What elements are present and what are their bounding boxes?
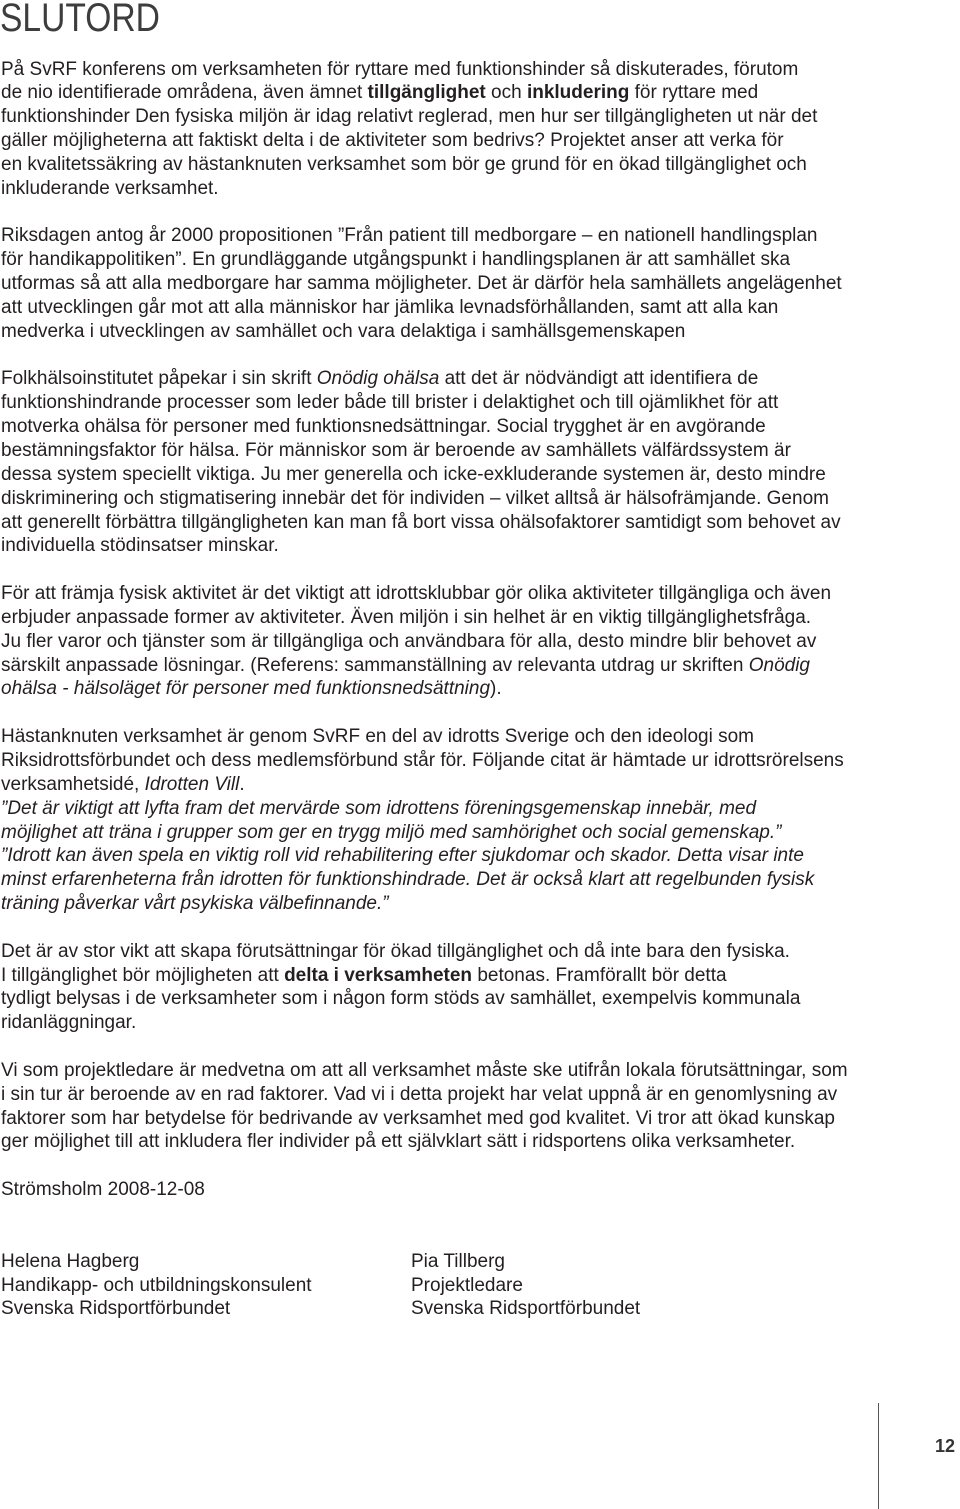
text-line: i sin tur är beroende av en rad faktorer. Vad vi i detta projekt har velat uppnå är en genomlysning av bbox=[1, 1083, 838, 1105]
text-line: För att främja fysisk aktivitet är det viktigt att idrottsklubbar gör olika aktiviteter tillgängliga och även bbox=[1, 583, 832, 605]
text-segment: verksamhetsidé, bbox=[1, 773, 145, 795]
text-line: Det är av stor vikt att skapa förutsättningar för ökad tillgänglighet och då inte bara den fysiska. bbox=[1, 940, 790, 962]
text-line: funktionshindrande processer som leder både till brister i delaktighet och till ojämlikhet för att bbox=[1, 392, 779, 414]
text-line: bestämningsfaktor för hälsa. För människor som är beroende av samhällets välfärdssystem är bbox=[1, 440, 791, 461]
signatory-role: Handikapp- och utbildningskonsulent bbox=[1, 1274, 312, 1296]
text-line: att generellt förbättra tillgängligheten kan man få bort vissa ohälsofaktorer samtidigt som behovet av bbox=[1, 511, 841, 533]
text-line bbox=[1, 773, 941, 797]
text-line bbox=[1, 677, 941, 701]
text-segment: och bbox=[485, 82, 527, 104]
bold-term: inkludering bbox=[526, 82, 630, 104]
italic-title: Onödig ohälsa bbox=[316, 368, 440, 390]
text-line: för handikappolitiken”. En grundläggande utgångspunkt i handlingsplanen är att samhället ska bbox=[1, 249, 791, 271]
place-date: Strömsholm 2008-12-08 bbox=[1, 1179, 205, 1201]
text-line bbox=[1, 367, 941, 391]
text-line bbox=[1, 964, 941, 988]
sport-movement-paragraph bbox=[1, 725, 941, 916]
signatory-right bbox=[411, 1250, 821, 1322]
signatory-left bbox=[1, 1250, 411, 1322]
quote-line: minst erfarenheterna från idrotten för funktionshindrade. Det är också klart att regelbunden fysisk bbox=[1, 869, 815, 891]
bold-term: delta i verksamheten bbox=[284, 964, 473, 986]
text-line: diskriminering och stigmatisering innebär det för individen – vilket alltså är hälsofrämjande. Genom bbox=[1, 487, 829, 509]
text-line: dessa system speciellt viktiga. Ju mer generella och icke-exkluderande systemen är, desto mindre bbox=[1, 463, 826, 485]
text-line: faktorer som har betydelse för bedrivande av verksamhet med god kvalitet. Vi tror att ökad kunskap bbox=[1, 1107, 835, 1129]
text-line: Riksidrottsförbundet och dess medlemsförbund står för. Följande citat är hämtade ur idrottsrörelsens bbox=[1, 749, 844, 771]
italic-title: Idrotten Vill bbox=[144, 773, 240, 795]
text-segment: särskilt anpassade lösningar. (Referens: sammanställning av relevanta utdrag ur skriften bbox=[1, 654, 749, 676]
quote-line: träning påverkar vårt psykiska välbefinnande.” bbox=[1, 893, 389, 915]
italic-title: ohälsa - hälsoläget för personer med funktionsnedsättning bbox=[1, 678, 491, 700]
margin-rule bbox=[878, 1403, 879, 1509]
text-segment: ). bbox=[490, 678, 502, 700]
text-line: ridanläggningar. bbox=[1, 1012, 137, 1034]
signatory-role: Projektledare bbox=[411, 1274, 523, 1296]
text-line: gäller möjligheterna att faktiskt delta i de aktiviteter som bedrivs? Projektet anser att verka för bbox=[1, 130, 784, 152]
text-line: funktionshinder Den fysiska miljön är idag relativt reglerad, men hur ser tillgängligheten ut när det bbox=[1, 106, 818, 128]
text-line: medverka i utvecklingen av samhället och vara delaktiga i samhällsgemenskapen bbox=[1, 320, 686, 342]
text-segment: betonas. Framförallt bör detta bbox=[472, 964, 727, 986]
quote-line: möjlighet att träna i grupper som ger en trygg miljö med samhörighet och social gemenskap.” bbox=[1, 821, 782, 843]
text-line: att utvecklingen går mot att alla människor har jämlika levnadsförhållanden, samt att alla kan bbox=[1, 296, 779, 318]
text-line: inkluderande verksamhet. bbox=[1, 177, 219, 199]
italic-title: Onödig bbox=[748, 654, 810, 676]
page-title: SLUTORD bbox=[0, 0, 160, 40]
text-segment: Folkhälsoinstitutet påpekar i sin skrift bbox=[1, 368, 317, 390]
intro-paragraph bbox=[1, 58, 941, 201]
text-segment: att det är nödvändigt att identifiera de bbox=[439, 368, 759, 390]
page-number: 12 bbox=[935, 1436, 956, 1456]
text-line: erbjuder anpassade former av aktiviteter. Även miljön i sin helhet är en viktig tillgänglighetsfråga. bbox=[1, 606, 812, 628]
text-segment: för ryttare med bbox=[629, 82, 759, 104]
text-line bbox=[1, 654, 941, 678]
signatory-organization: Svenska Ridsportförbundet bbox=[1, 1298, 231, 1320]
text-line bbox=[1, 81, 941, 105]
signatory-name: Helena Hagberg bbox=[1, 1250, 140, 1272]
text-line: ger möjlighet till att inkludera fler individer på ett självklart sätt i ridsportens olika verksamheter. bbox=[1, 1131, 796, 1153]
body-text bbox=[1, 58, 941, 1322]
text-line: Ju fler varor och tjänster som är tillgängliga och användbara för alla, desto mindre blir behovet av bbox=[1, 630, 817, 652]
bold-term: tillgänglighet bbox=[367, 82, 486, 104]
signatory-organization: Svenska Ridsportförbundet bbox=[411, 1298, 641, 1320]
text-line: På SvRF konferens om verksamheten för ryttare med funktionshinder så diskuterades, förutom bbox=[1, 58, 799, 80]
folkhalsoinstitutet-paragraph bbox=[1, 367, 941, 558]
accessibility-paragraph bbox=[1, 940, 941, 1035]
text-line: en kvalitetssäkring av hästanknuten verksamhet som bör ge grund för en ökad tillgänglighet och bbox=[1, 153, 807, 175]
quote-line: ”Idrott kan även spela en viktig roll vid rehabilitering efter sjukdomar och skador. Detta visar inte bbox=[1, 845, 804, 867]
text-line: individuella stödinsatser minskar. bbox=[1, 535, 279, 557]
text-segment: I tillgänglighet bör möjligheten att bbox=[1, 964, 285, 986]
signatures bbox=[1, 1250, 941, 1322]
text-line: tydligt belysas i de verksamheter som i någon form stöds av samhället, exempelvis kommunala bbox=[1, 988, 801, 1010]
quote-line: ”Det är viktigt att lyfta fram det mervärde som idrottens föreningsgemenskap innebär, med bbox=[1, 797, 757, 819]
text-segment: de nio identifierade områdena, även ämnet bbox=[1, 82, 368, 104]
text-segment: . bbox=[239, 773, 245, 795]
text-line: motverka ohälsa för personer med funktionsnedsättningar. Social trygghet är en avgörande bbox=[1, 416, 766, 438]
project-leaders-paragraph bbox=[1, 1059, 941, 1154]
text-line: Hästanknuten verksamhet är genom SvRF en del av idrotts Sverige och den ideologi som bbox=[1, 726, 755, 748]
riksdagen-paragraph bbox=[1, 224, 941, 343]
signatory-name: Pia Tillberg bbox=[411, 1250, 505, 1272]
text-line: Vi som projektledare är medvetna om att all verksamhet måste ske utifrån lokala förutsättningar, som bbox=[1, 1059, 848, 1081]
text-line: utformas så att alla medborgare har samma möjligheter. Det är därför hela samhällets angelägenhet bbox=[1, 273, 842, 295]
text-line: Riksdagen antog år 2000 propositionen ”Från patient till medborgare – en nationell handlingsplan bbox=[1, 225, 818, 247]
physical-activity-paragraph bbox=[1, 582, 941, 701]
